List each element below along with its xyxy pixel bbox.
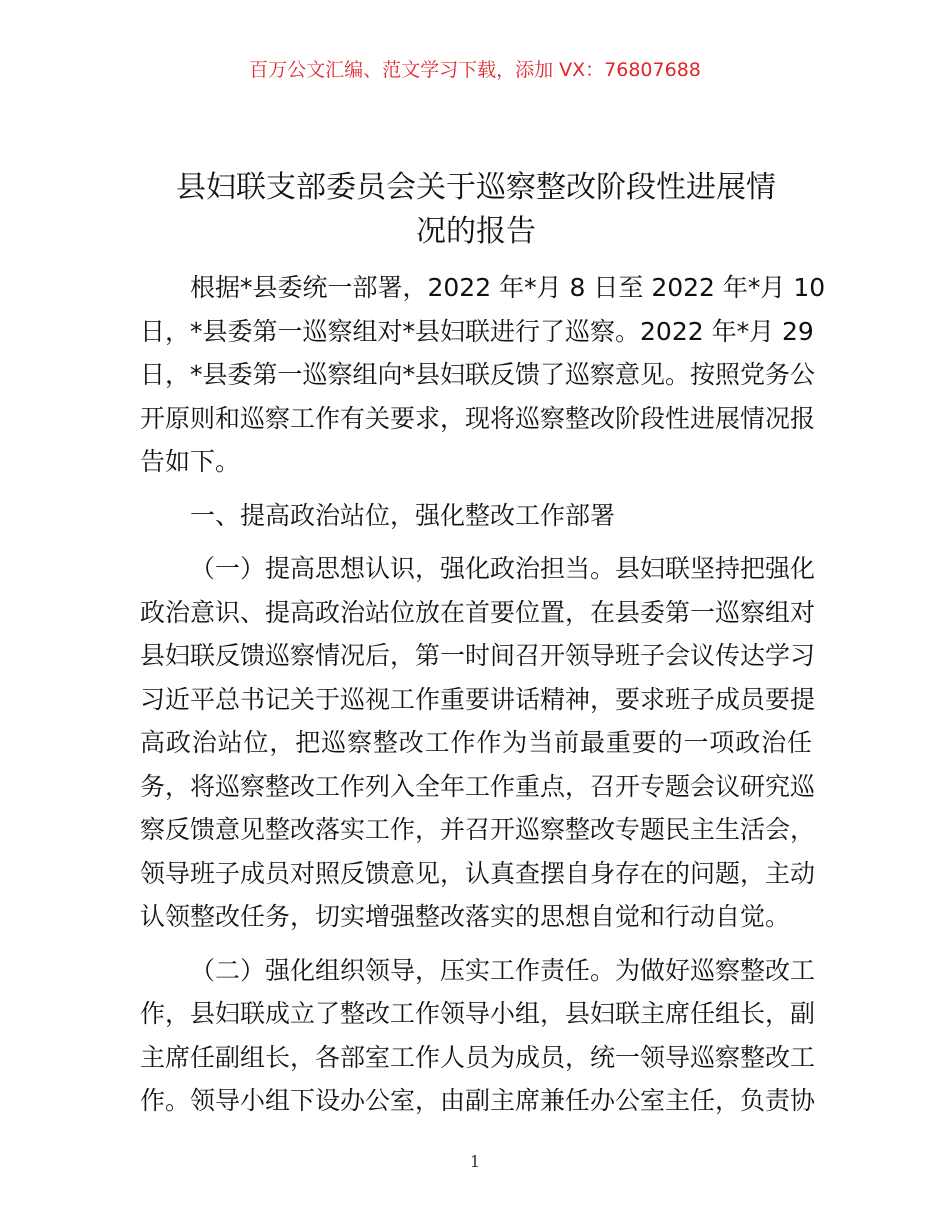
text-line: 告如下。 bbox=[140, 447, 241, 476]
text-line: 根据*县委统一部署，2022 年*月 8 日至 2022 年*月 10 bbox=[190, 273, 826, 302]
text-line: 县妇联反馈巡察情况后，第一时间召开领导班子会议传达学习 bbox=[140, 641, 816, 670]
text-line: 日，*县委第一巡察组向*县妇联反馈了巡察意见。按照党务公 bbox=[140, 360, 816, 389]
text-line: 作。领导小组下设办公室，由副主席兼任办公室主任，负责协 bbox=[140, 1086, 816, 1115]
text-line: （二）强化组织领导，压实工作责任。为做好巡察整改工 bbox=[190, 955, 816, 985]
title-line: 县妇联支部委员会关于巡察整改阶段性进展情 bbox=[176, 170, 776, 205]
text-line: 察反馈意见整改落实工作，并召开巡察整改专题民主生活会， bbox=[140, 815, 816, 844]
paragraph bbox=[140, 547, 816, 939]
text-line: 主席任副组长，各部室工作人员为成员，统一领导巡察整改工 bbox=[140, 1042, 816, 1072]
text-line: 政治意识、提高政治站位放在首要位置，在县委第一巡察组对 bbox=[140, 597, 816, 627]
text-line: 务，将巡察整改工作列入全年工作重点，召开专题会议研究巡 bbox=[140, 771, 816, 801]
text-line: 领导班子成员对照反馈意见，认真查摆自身存在的问题，主动 bbox=[140, 858, 816, 888]
text-line: 开原则和巡察工作有关要求，现将巡察整改阶段性进展情况报 bbox=[140, 403, 816, 433]
text-line: （一）提高思想认识，强化政治担当。县妇联坚持把强化 bbox=[190, 554, 816, 583]
text-line: 一、提高政治站位，强化整改工作部署 bbox=[190, 500, 616, 530]
text-line: 日，*县委第一巡察组对*县妇联进行了巡察。2022 年*月 29 bbox=[140, 316, 814, 346]
text-line: 作，县妇联成立了整改工作领导小组，县妇联主席任组长，副 bbox=[140, 999, 816, 1028]
document-body bbox=[140, 266, 826, 1133]
paragraph bbox=[140, 266, 826, 484]
paragraph bbox=[140, 949, 816, 1123]
text-line: 习近平总书记关于巡视工作重要讲话精神，要求班子成员要提 bbox=[140, 684, 816, 714]
title-line: 况的报告 bbox=[416, 214, 536, 249]
document-title bbox=[140, 166, 812, 254]
page-number: 1 bbox=[469, 1152, 481, 1171]
text-line: 认领整改任务，切实增强整改落实的思想自觉和行动自觉。 bbox=[140, 902, 791, 931]
watermark-banner: 百万公文汇编、范文学习下载，添加 VX：76807688 bbox=[249, 59, 701, 81]
text-line: 高政治站位，把巡察整改工作作为当前最重要的一项政治任 bbox=[140, 728, 812, 757]
section-heading bbox=[140, 494, 812, 538]
